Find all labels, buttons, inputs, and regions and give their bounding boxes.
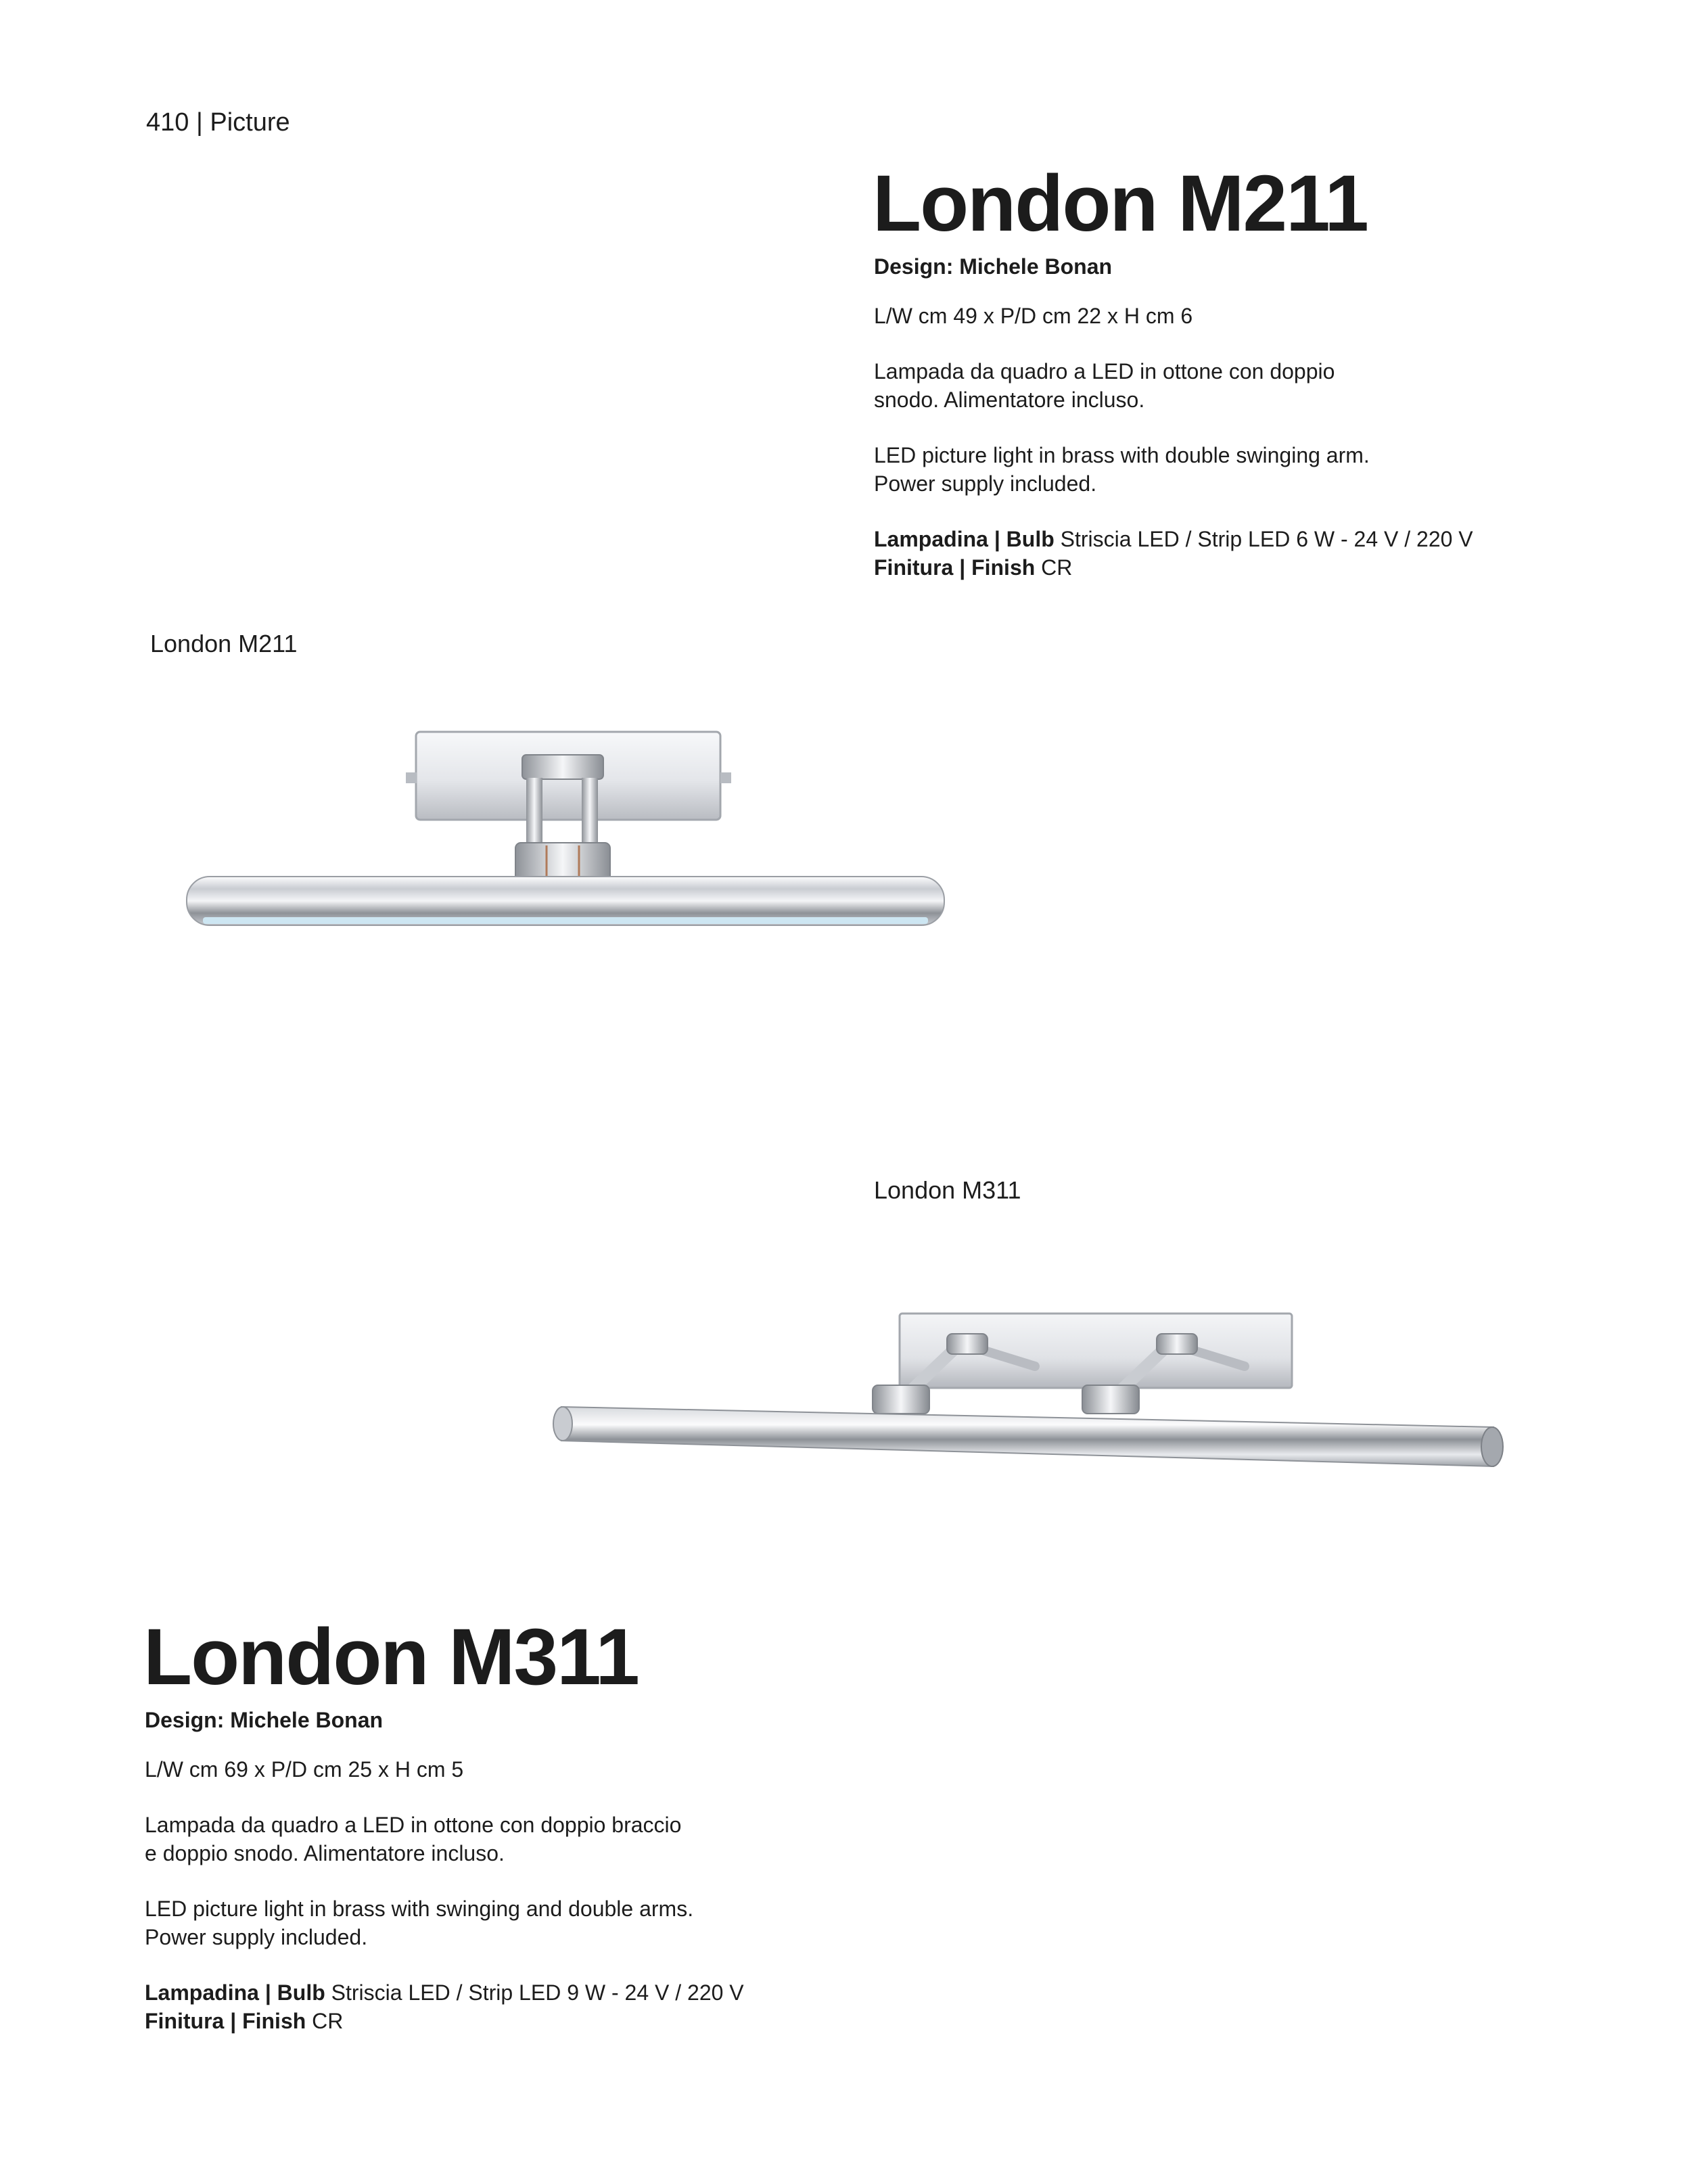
description-italian [874, 357, 1335, 414]
description-line: Lampada da quadro a LED in ottone con doppio [874, 359, 1335, 384]
bulb-label: Lampadina | Bulb [145, 1980, 325, 2005]
dimensions: L/W cm 49 x P/D cm 22 x H cm 6 [874, 304, 1193, 328]
designer-credit: Design: Michele Bonan [145, 1708, 384, 1732]
mount-screw [406, 772, 417, 783]
description-line: e doppio snodo. Alimentatore incluso. [145, 1841, 505, 1865]
description-italian [145, 1811, 681, 1867]
lower-joint [873, 1385, 929, 1414]
bulb-value: Striscia LED / Strip LED 6 W - 24 V / 220 V [1060, 527, 1473, 551]
led-strip [203, 917, 928, 924]
finish-value: CR [1041, 555, 1073, 580]
finish-value: CR [312, 2009, 344, 2033]
mount-screw [720, 772, 731, 783]
product-title: London M311 [143, 1612, 639, 1702]
bulb-spec [145, 1978, 744, 2007]
description-line: LED picture light in brass with swinging and double arms. [145, 1897, 694, 1921]
description-line: Power supply included. [145, 1925, 368, 1949]
description-english [145, 1895, 693, 1951]
lower-joint [1082, 1385, 1139, 1414]
light-tube [561, 1407, 1493, 1466]
description-line: Lampada da quadro a LED in ottone con doppio braccio [145, 1813, 682, 1837]
page-header: 410 | Picture [146, 108, 290, 137]
description-line: LED picture light in brass with double swinging arm. [874, 443, 1370, 467]
finish-spec [874, 553, 1473, 582]
description-line: snodo. Alimentatore incluso. [874, 388, 1145, 412]
finish-label: Finitura | Finish [874, 555, 1036, 580]
upper-joint [947, 1334, 988, 1354]
finish-spec [145, 2007, 744, 2035]
product-photo-london-m311 [548, 1305, 1508, 1481]
image-caption: London M211 [150, 630, 298, 657]
description-line: Power supply included. [874, 471, 1097, 496]
dimensions: L/W cm 69 x P/D cm 25 x H cm 5 [145, 1757, 464, 1782]
spec-list [145, 1978, 744, 2035]
bulb-spec [874, 525, 1473, 553]
finish-label: Finitura | Finish [145, 2009, 306, 2033]
image-caption: London M311 [874, 1176, 1021, 1204]
designer-credit: Design: Michele Bonan [874, 254, 1113, 279]
upper-joint [522, 755, 603, 779]
upper-joint [1157, 1334, 1197, 1354]
spec-list [874, 525, 1473, 582]
description-english [874, 441, 1370, 498]
product-title: London M211 [873, 159, 1368, 248]
product-photo-london-m211 [176, 717, 960, 940]
bulb-label: Lampadina | Bulb [874, 527, 1055, 551]
bulb-value: Striscia LED / Strip LED 9 W - 24 V / 220 V [331, 1980, 744, 2005]
